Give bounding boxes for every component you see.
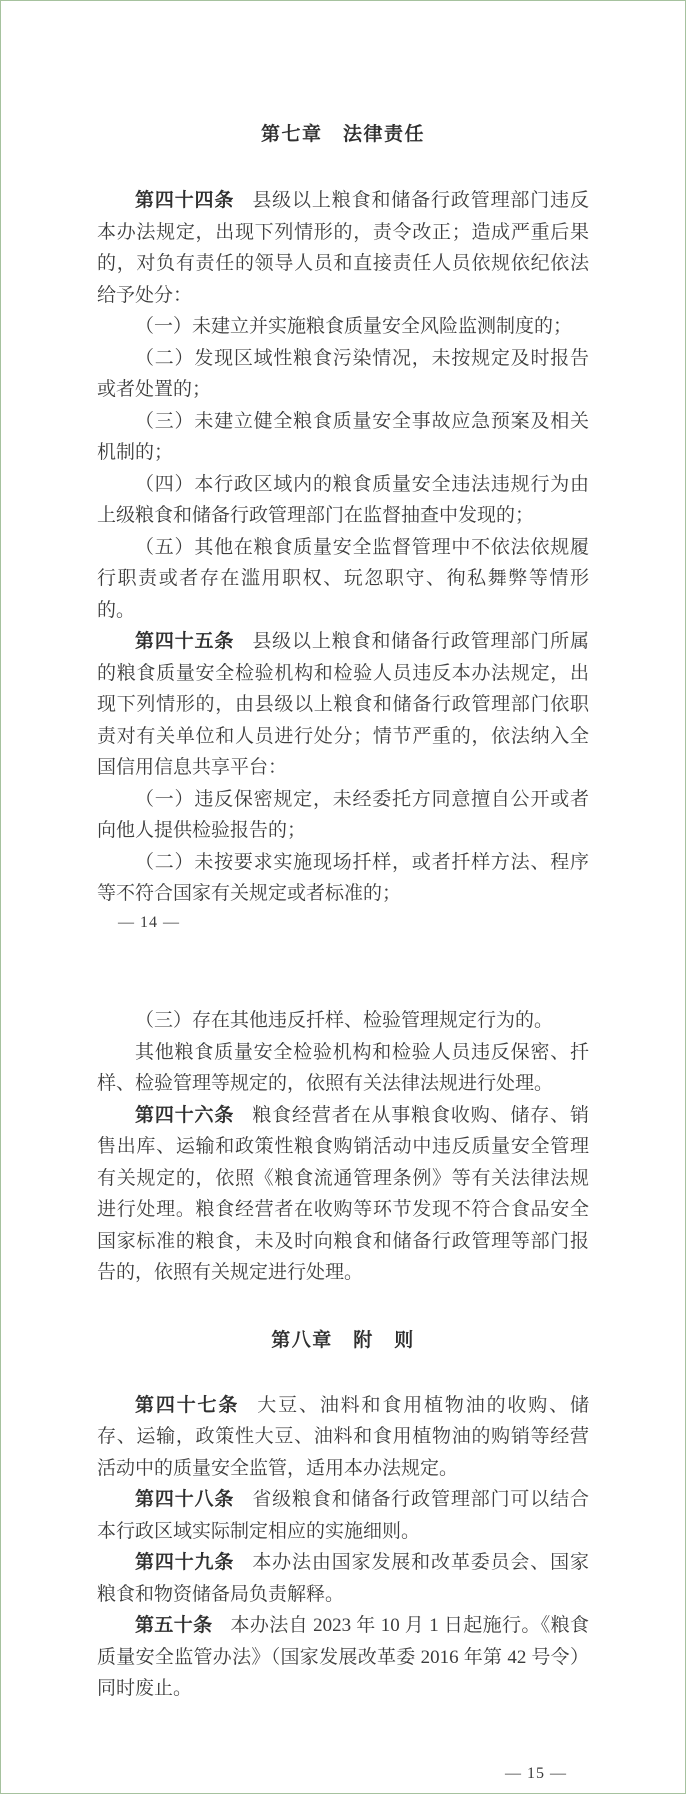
paragraph-text: 本办法自 2023 年 10 月 1 日起施行。《粮食质量安全监管办法》（国家发展改革委 2016 年第 42 号令）同时废止。 xyxy=(97,1615,589,1699)
paragraph-text: 县级以上粮食和储备行政管理部门违反本办法规定，出现下列情形的，责令改正；造成严重后果的，对负有责任的领导人员和直接责任人员依规依纪依法给予处分： xyxy=(97,190,589,306)
list-item-3 xyxy=(97,406,589,469)
article-48-number: 第四十八条 xyxy=(135,1489,235,1510)
article-47-paragraph xyxy=(97,1390,589,1485)
chapter-7-heading: 第七章 法律责任 xyxy=(260,124,425,145)
article-49-paragraph xyxy=(97,1547,589,1610)
article-45-paragraph xyxy=(97,626,589,784)
page-number-14: — 14 — xyxy=(118,913,180,931)
article-49-number: 第四十九条 xyxy=(135,1552,235,1573)
list-item-1 xyxy=(97,311,589,343)
paragraph-text: （一）未建立并实施粮食质量安全风险监测制度的； xyxy=(135,316,573,337)
list-item-6 xyxy=(97,784,589,847)
chapter-8-heading: 第八章 附 则 xyxy=(271,1329,415,1351)
paragraph-text: 粮食经营者在从事粮食收购、储存、销售出库、运输和政策性粮食购销活动中违反质量安全管理有关规定的，依照《粮食流通管理条例》等有关法律法规进行处理。粮食经营者在收购等环节发现不符合食品安全国家标准的粮食，未及时向粮食和储备行政管理等部门报告的，依照有关规定进行处理。 xyxy=(97,1104,589,1283)
page-15 xyxy=(1,896,685,1783)
paragraph-text: （三）未建立健全粮食质量安全事故应急预案及相关机制的； xyxy=(97,410,589,463)
list-item-5 xyxy=(97,532,589,627)
paragraph-text: （二）发现区域性粮食污染情况，未按规定及时报告或者处置的； xyxy=(97,347,589,400)
paragraph-text: 本办法由国家发展和改革委员会、国家粮食和物资储备局负责解释。 xyxy=(97,1552,589,1605)
article-50-paragraph xyxy=(97,1610,589,1705)
article-47-number: 第四十七条 xyxy=(135,1394,240,1416)
list-item-4 xyxy=(97,469,589,532)
paragraph-text: 其他粮食质量安全检验机构和检验人员违反保密、扦样、检验管理等规定的，依照有关法律法规进行处理。 xyxy=(97,1041,589,1094)
page-14 xyxy=(1,1,685,931)
article-46-number: 第四十六条 xyxy=(135,1104,235,1126)
other-inspection-paragraph xyxy=(97,1037,589,1100)
article-50-number: 第五十条 xyxy=(135,1615,213,1636)
paragraph-text: （四）本行政区域内的粮食质量安全违法违规行为由上级粮食和储备行政管理部门在监督抽查中发现的； xyxy=(97,473,589,526)
paragraph-text: 大豆、油料和食用植物油的收购、储存、运输，政策性大豆、油料和食用植物油的购销等经营活动中的质量安全监管，适用本办法规定。 xyxy=(97,1394,589,1479)
article-46-paragraph xyxy=(97,1100,589,1289)
paragraph-text: （一）违反保密规定，未经委托方同意擅自公开或者向他人提供检验报告的； xyxy=(97,788,589,841)
list-item-2 xyxy=(97,343,589,406)
paragraph-text: （三）存在其他违反扦样、检验管理规定行为的。 xyxy=(135,1010,554,1031)
article-44-paragraph xyxy=(97,185,589,311)
paragraph-text: 省级粮食和储备行政管理部门可以结合本行政区域实际制定相应的实施细则。 xyxy=(97,1489,589,1542)
article-44-number: 第四十四条 xyxy=(135,190,235,211)
list-item-8 xyxy=(97,1005,589,1037)
paragraph-text: （二）未按要求实施现场扦样，或者扦样方法、程序等不符合国家有关规定或者标准的； xyxy=(97,851,589,904)
article-48-paragraph xyxy=(97,1484,589,1547)
paragraph-text: 县级以上粮食和储备行政管理部门所属的粮食质量安全检验机构和检验人员违反本办法规定，出现下列情形的，由县级以上粮食和储备行政管理部门依职责对有关单位和人员进行处分；情节严重的，依法纳入全国信用信息共享平台： xyxy=(97,631,589,778)
paragraph-text: （五）其他在粮食质量安全监督管理中不依法依规履行职责或者存在滥用职权、玩忽职守、徇私舞弊等情形的。 xyxy=(97,536,589,621)
page-number-15: — 15 — xyxy=(505,1764,567,1782)
article-45-number: 第四十五条 xyxy=(135,631,235,652)
